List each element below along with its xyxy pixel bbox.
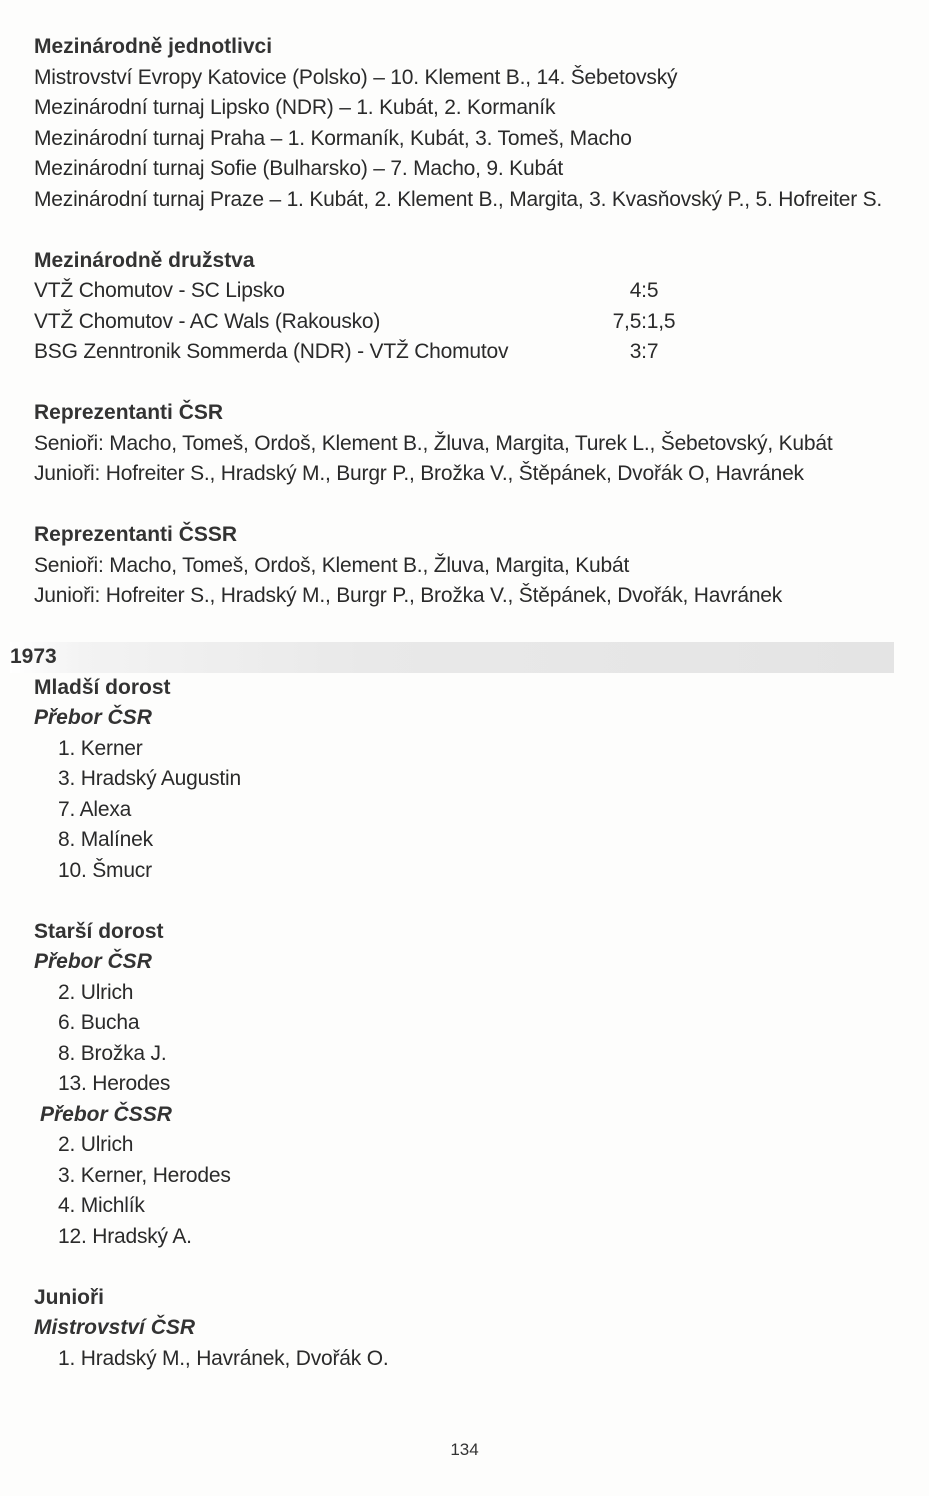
placement-item: 8. Brožka J. [58,1041,167,1065]
category-title: Mladší dorost [34,675,171,699]
match-row [34,276,894,307]
placement-item: 13. Herodes [58,1072,171,1095]
placement-item: 2. Ulrich [58,1133,134,1156]
competition-title: Přebor ČSR [34,706,152,729]
year-bar [10,642,894,673]
roster-line: Senioři: Macho, Tomeš, Ordoš, Klement B., Žluva, Margita, Turek L., Šebetovský, Kubát [34,431,833,455]
competition-title: Mistrovství ČSR [34,1316,196,1339]
result-line: Mezinárodní turnaj Praha – 1. Kormaník, Kubát, 3. Tomeš, Macho [34,126,632,150]
placement-item: 12. Hradský A. [58,1224,192,1248]
section-title-intl-teams: Mezinárodně družstva [34,248,255,272]
match-score: 7,5:1,5 [612,309,676,333]
placement-item: 8. Malínek [58,828,153,851]
result-line: Mezinárodní turnaj Praze – 1. Kubát, 2. Klement B., Margita, 3. Kvasňovský P., 5. Hofreiter S. [34,187,883,211]
year-heading: 1973 [10,645,57,668]
page-content [10,32,894,1374]
placement-item: 10. Šmucr [58,858,152,882]
competition-title: Přebor ČSR [34,950,152,973]
placement-item: 3. Hradský Augustin [58,767,241,790]
section-title-intl-individuals: Mezinárodně jednotlivci [34,35,273,58]
roster-line: Junioři: Hofreiter S., Hradský M., Burgr P., Brožka V., Štěpánek, Dvořák, Havránek [34,584,783,607]
match-name: VTŽ Chomutov - SC Lipsko [34,279,285,302]
placement-item: 6. Bucha [58,1011,140,1034]
competition-title: Přebor ČSSR [40,1102,172,1126]
match-score: 3:7 [629,340,659,363]
placement-item: 1. Kerner [58,736,143,760]
result-line: Mistrovství Evropy Katovice (Polsko) – 10. Klement B., 14. Šebetovský [34,65,678,89]
roster-line: Senioři: Macho, Tomeš, Ordoš, Klement B., Žluva, Margita, Kubát [34,553,630,577]
placement-item: 3. Kerner, Herodes [58,1163,231,1187]
match-score: 4:5 [629,279,659,302]
placement-item: 1. Hradský M., Havránek, Dvořák O. [58,1346,389,1370]
match-name: BSG Zenntronik Sommerda (NDR) - VTŽ Chomutov [34,340,509,363]
placement-item: 7. Alexa [58,797,132,821]
match-row [34,307,894,338]
placement-item: 2. Ulrich [58,980,134,1004]
section-title-csr: Reprezentanti ČSR [34,401,224,424]
placement-item: 4. Michlík [58,1194,145,1217]
result-line: Mezinárodní turnaj Lipsko (NDR) – 1. Kubát, 2. Kormaník [34,96,556,119]
result-line: Mezinárodní turnaj Sofie (Bulharsko) – 7. Macho, 9. Kubát [34,157,564,180]
section-title-cssr: Reprezentanti ČSSR [34,523,238,546]
page-number: 134 [450,1440,479,1459]
match-name: VTŽ Chomutov - AC Wals (Rakousko) [34,309,381,333]
category-title: Junioři [34,1285,105,1309]
roster-line: Junioři: Hofreiter S., Hradský M., Burgr P., Brožka V., Štěpánek, Dvořák O, Havránek [34,462,804,485]
match-row [34,337,894,368]
category-title: Starší dorost [34,919,164,943]
